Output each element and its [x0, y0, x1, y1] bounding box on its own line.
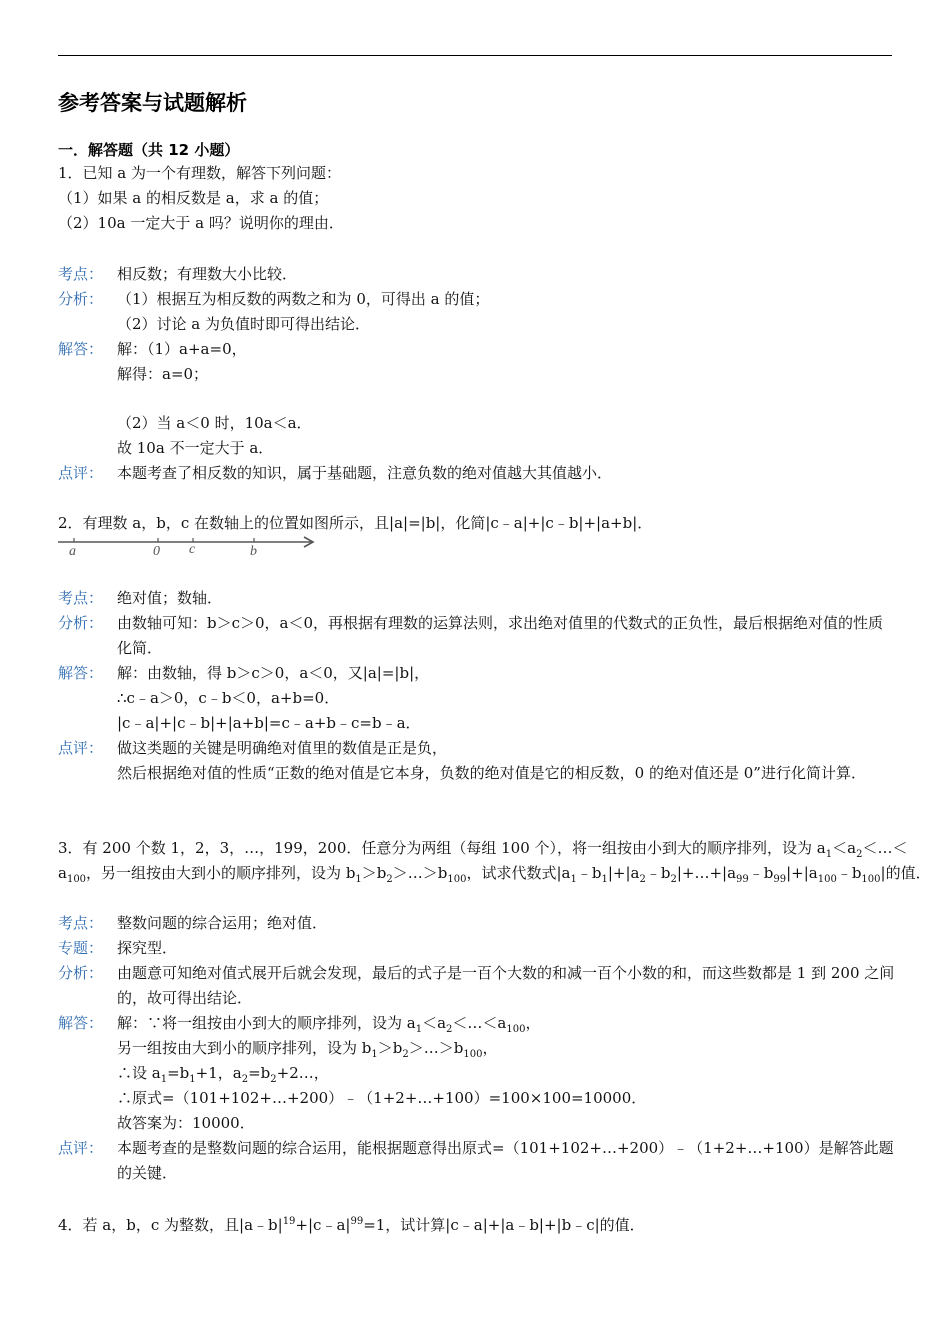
q4-stem: 4．若 a，b，c 为整数，且$|a﹣b|^{19}+|c﹣a|^{99}=1$，试计算|c﹣a|+|a﹣b|+|b﹣c|的值． [58, 1216, 645, 1234]
q2-jieda-line-1: 解：由数轴，得 b＞c＞0，a＜0，又|a|=|b|， [117, 664, 430, 682]
q3-jieda-label: 解答： [58, 1014, 104, 1032]
q1-fenxi-label: 分析： [58, 290, 104, 308]
q2-jieda-label: 解答： [58, 664, 104, 682]
q1-jieda-label: 解答： [58, 340, 104, 358]
q1-jieda-line-4: 故 10a 不一定大于 a． [117, 439, 274, 457]
q2-stem: 2．有理数 a，b，c 在数轴上的位置如图所示，且|a|=|b|，化简|c﹣a|+|c﹣b|+|a+b|． [58, 514, 653, 532]
q3-dianping: 本题考查的是整数问题的综合运用，能根据题意得出原式=（101+102+…+200）﹣（1+2+…+100）是解答此题的关键． [117, 1139, 894, 1182]
q2-dianping-line-2: 然后根据绝对值的性质“正数的绝对值是它本身，负数的绝对值是它的相反数，0 的绝对值还是 0”进行化简计算． [117, 764, 866, 782]
q3-jieda-line-2: 另一组按由大到小的顺序排列，设为 $b_1>b_2>\dots>b_{100}$， [117, 1039, 498, 1060]
number-line-label-b: b [250, 544, 257, 558]
q1-stem-line-3: （2）10a 一定大于 a 吗？说明你的理由． [58, 214, 344, 232]
q3-dianping-label: 点评： [58, 1139, 104, 1157]
q1-fenxi-line-1: （1）根据互为相反数的两数之和为 0，可得出 a 的值； [117, 290, 490, 308]
number-line-label-c: c [189, 542, 196, 557]
q2-jieda-line-2: ∴c﹣a＞0，c﹣b＜0，a+b=0． [117, 689, 340, 707]
q3-zhuanti: 探究型． [117, 939, 178, 957]
header-rule [58, 55, 892, 56]
number-line-label-a: a [69, 544, 76, 558]
q3-kaodian-label: 考点： [58, 914, 104, 932]
q3-stem-line-2: $a_{100}$，另一组按由大到小的顺序排列，设为 $b_1>b_2>\dots>b_{100}$，试求代数式$|a_1﹣b_1|+|a_2﹣b_2|+\dots+|a_{99}﹣b_{99}|+|a_{100}﹣b_{100}|$的值． [58, 864, 931, 885]
number-line-label-zero: 0 [153, 544, 160, 558]
q1-kaodian: 相反数；有理数大小比较． [117, 265, 298, 283]
q1-stem-line-1: 1．已知 a 为一个有理数，解答下列问题： [58, 164, 342, 182]
q3-jieda-line-1: 解：∵将一组按由小到大的顺序排列，设为 $a_1<a_2<\dots<a_{100}$， [117, 1014, 541, 1035]
q1-dianping-label: 点评： [58, 464, 104, 482]
q2-dianping-label: 点评： [58, 739, 104, 757]
q3-kaodian: 整数问题的综合运用；绝对值． [117, 914, 328, 932]
q3-fenxi: 由题意可知绝对值式展开后就会发现，最后的式子是一百个大数的和减一百个小数的和，而这些数都是 1 到 200 之间的，故可得出结论． [117, 964, 895, 1007]
q1-jieda-line-3: （2）当 a＜0 时，10a＜a． [117, 414, 312, 432]
q3-jieda-line-3: ∴设 $a_1=b_1+1$，$a_2=b_2+2\dots$， [117, 1064, 329, 1085]
q2-fenxi-label: 分析： [58, 614, 104, 632]
q1-kaodian-label: 考点： [58, 265, 104, 283]
q3-jieda-line-4: ∴原式=（101+102+…+200）﹣（1+2+…+100）=100×100=10000． [117, 1089, 647, 1107]
number-line-figure [58, 536, 318, 558]
q3-fenxi-label: 分析： [58, 964, 104, 982]
q1-stem-line-2: （1）如果 a 的相反数是 a，求 a 的值； [58, 189, 329, 207]
q1-jieda-line-1: 解：（1）a+a=0， [117, 340, 247, 358]
q2-jieda-line-3: |c﹣a|+|c﹣b|+|a+b|=c﹣a+b﹣c=b﹣a． [117, 714, 421, 732]
section-heading: 一．解答题（共 12 小题） [58, 141, 240, 159]
q3-stem-line-1: 3．有 200 个数 1，2，3，…，199，200．任意分为两组（每组 100 个），将一组按由小到大的顺序排列，设为 $a_1<a_2<\dots<$ [58, 839, 908, 860]
q1-jieda-line-2: 解得：a=0； [117, 365, 209, 383]
q2-fenxi: 由数轴可知：b＞c＞0，a＜0，再根据有理数的运算法则，求出绝对值里的代数式的正负性，最后根据绝对值的性质化简． [117, 614, 884, 657]
page-title: 参考答案与试题解析 [58, 91, 247, 115]
q2-kaodian-label: 考点： [58, 589, 104, 607]
q3-jieda-line-5: 故答案为：10000． [117, 1114, 255, 1132]
q1-fenxi-line-2: （2）讨论 a 为负值时即可得出结论． [117, 315, 371, 333]
q3-zhuanti-label: 专题： [58, 939, 104, 957]
q2-kaodian: 绝对值；数轴． [117, 589, 223, 607]
q1-dianping: 本题考查了相反数的知识，属于基础题，注意负数的绝对值越大其值越小． [117, 464, 613, 482]
q2-dianping-line-1: 做这类题的关键是明确绝对值里的数值是正是负， [117, 739, 448, 757]
